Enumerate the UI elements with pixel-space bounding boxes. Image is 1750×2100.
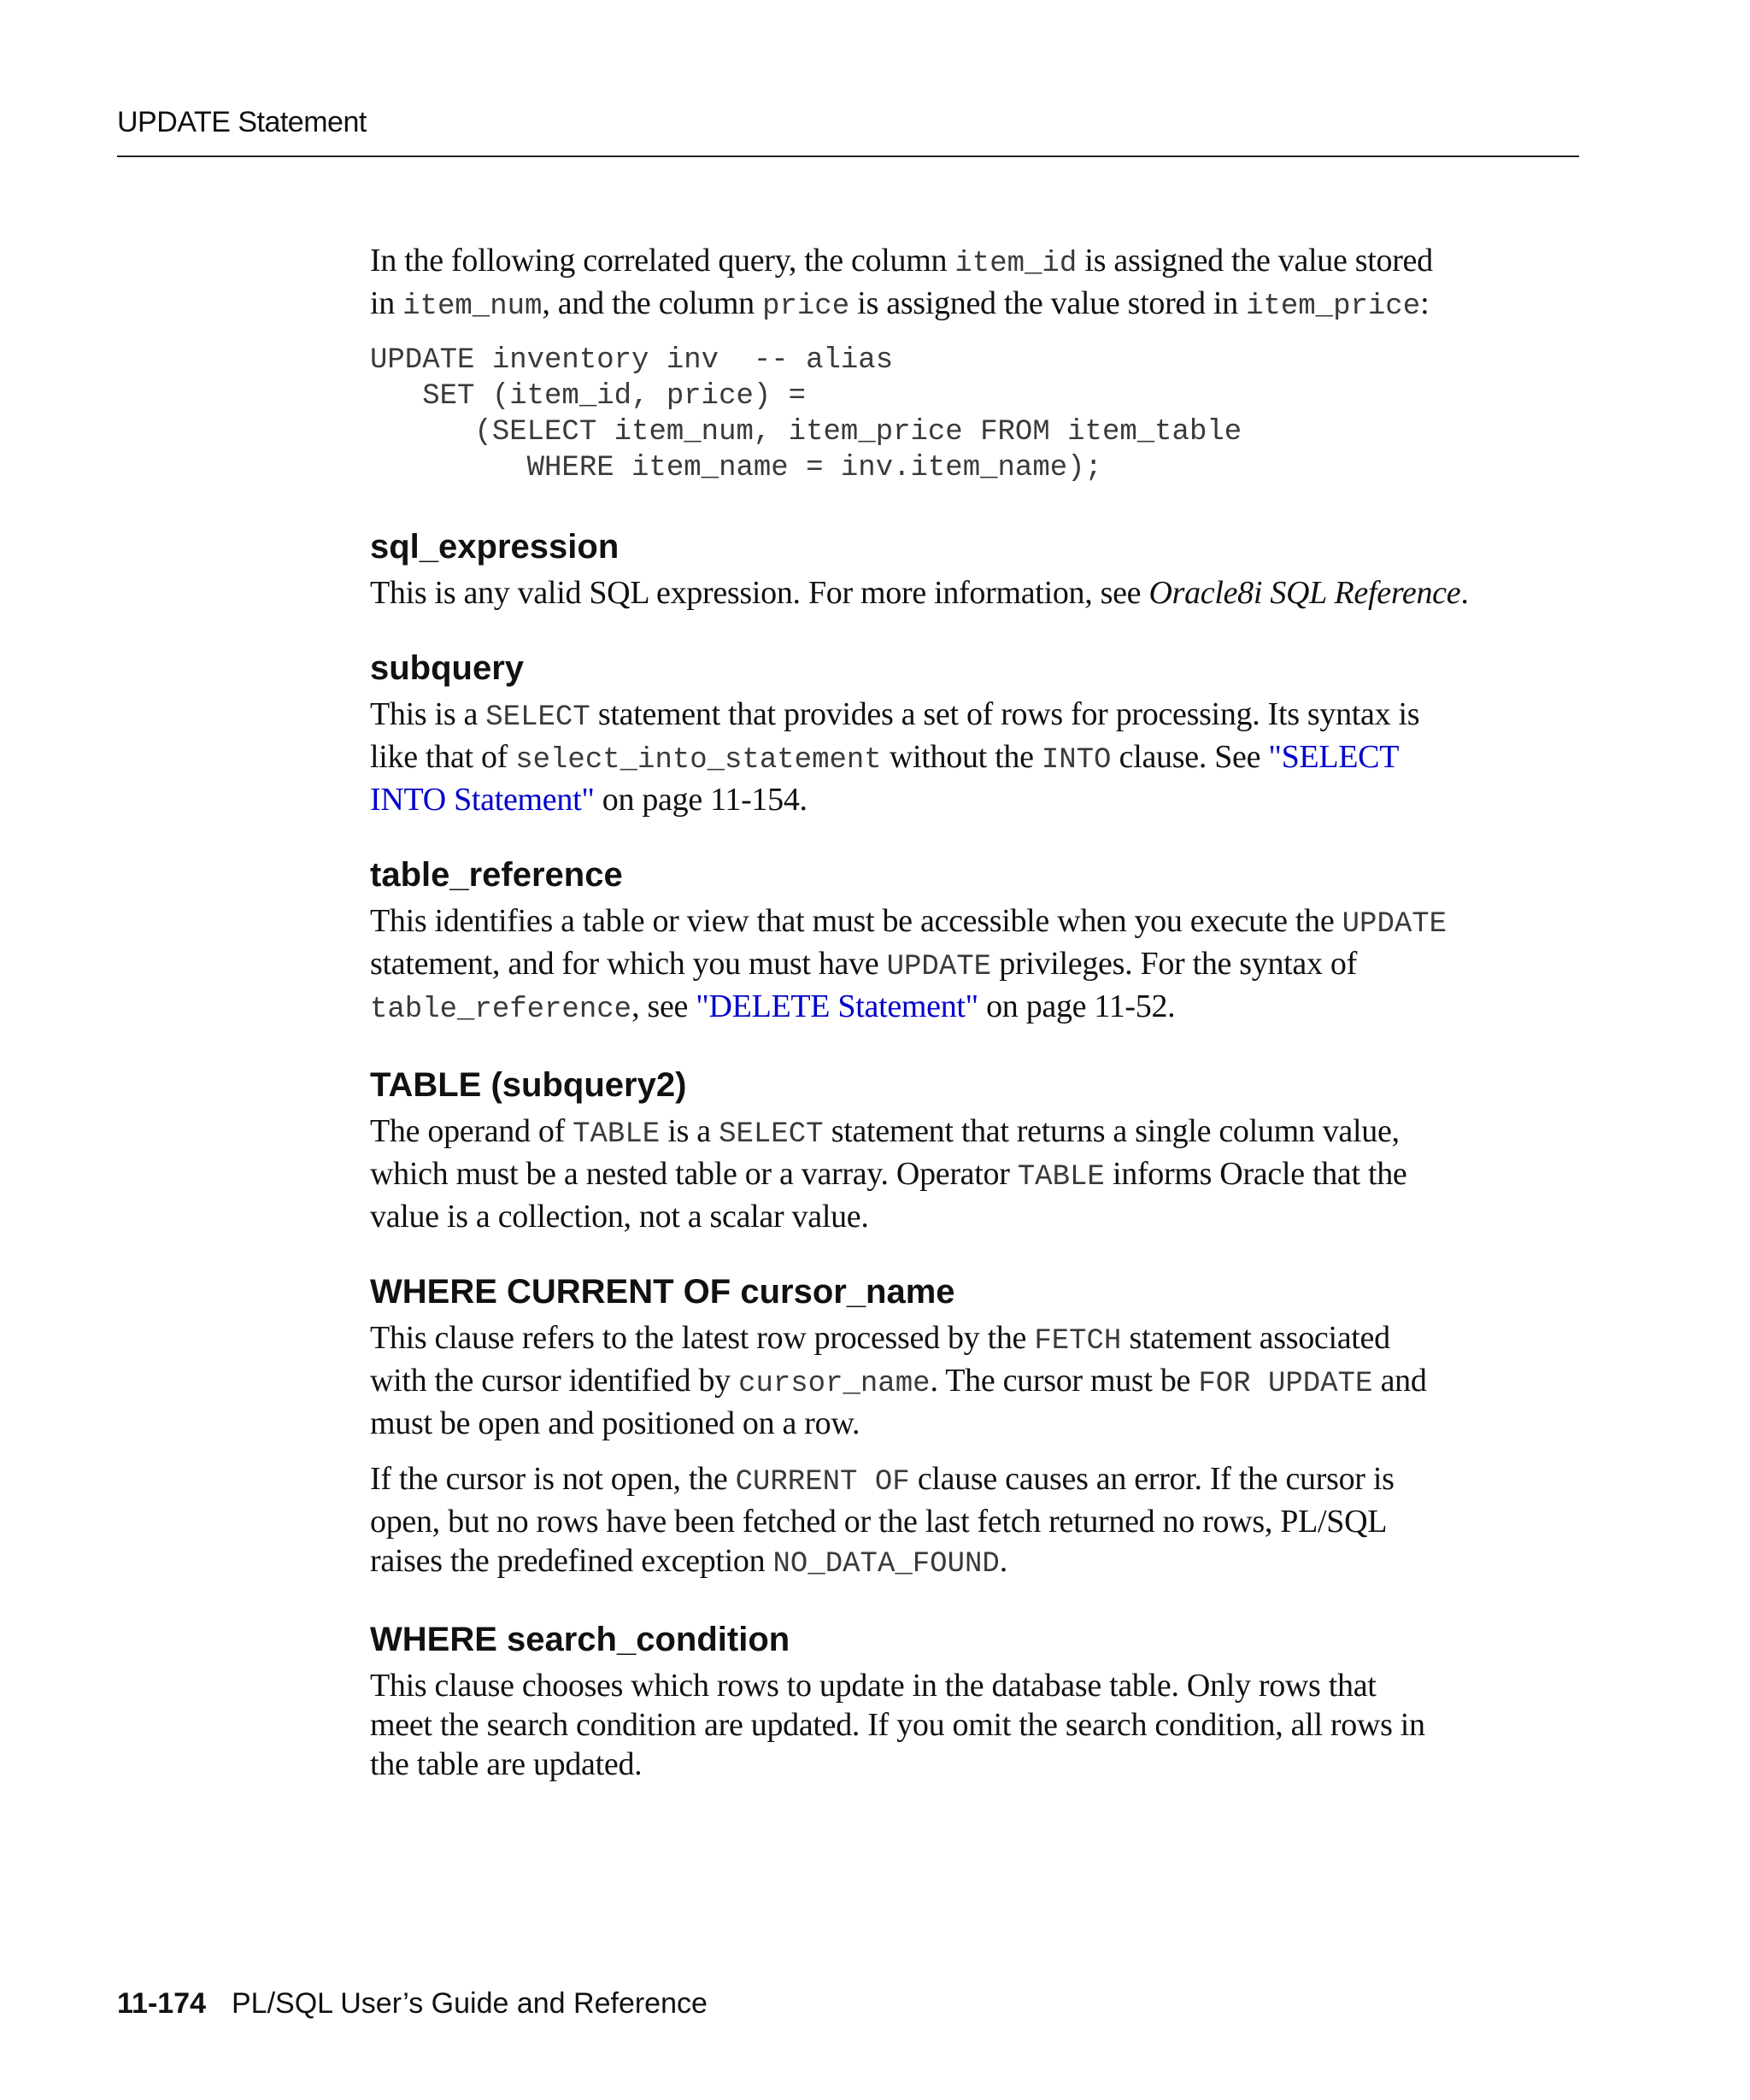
code-update: UPDATE [1342, 908, 1448, 941]
text-span: clause causes an error. If the cursor is [909, 1461, 1395, 1497]
text-span: and [1372, 1363, 1427, 1399]
text-span: , and the column [542, 285, 763, 321]
code-line: (SELECT item_num, item_price FROM item_table [370, 416, 1242, 449]
page-number: 11-174 [117, 1987, 206, 2020]
intro-paragraph [370, 241, 1579, 326]
section-heading: sql_expression [370, 528, 620, 566]
text-span: statement, and for which you must have [370, 946, 887, 982]
section-table-subquery2 [370, 1064, 1579, 1236]
text-span: without the [881, 739, 1042, 775]
code-line: WHERE item_name = inv.item_name); [370, 452, 1102, 484]
header-rule [117, 155, 1579, 157]
text-span: . [1460, 575, 1469, 611]
text-span: clause. See [1111, 739, 1269, 775]
code-table: TABLE [573, 1118, 661, 1151]
text-span: with the cursor identified by [370, 1363, 739, 1399]
section-subquery [370, 647, 1579, 819]
section-heading: WHERE search_condition [370, 1621, 790, 1658]
text-span: statement that provides a set of rows for processing. Its syntax is [590, 696, 1420, 732]
text-span: . The cursor must be [930, 1363, 1199, 1399]
select-into-link[interactable]: "SELECT [1268, 739, 1400, 775]
text-span: , see [631, 988, 696, 1024]
section-body [370, 1112, 1579, 1236]
section-sql-expression [370, 525, 1579, 613]
code-select: SELECT [485, 701, 590, 734]
text-span: informs Oracle that the [1104, 1156, 1407, 1192]
code-item-num: item_num [402, 290, 543, 323]
text-span: open, but no rows have been fetched or the last fetch returned no rows, PL/SQL [370, 1504, 1388, 1540]
text-span: This is a [370, 696, 486, 732]
code-item-price: item_price [1246, 290, 1421, 323]
section-heading: TABLE (subquery2) [370, 1066, 687, 1104]
code-into: INTO [1041, 744, 1112, 777]
code-fetch: FETCH [1034, 1325, 1122, 1358]
code-price: price [762, 290, 850, 323]
code-current-of: CURRENT OF [735, 1466, 910, 1499]
text-span: meet the search condition are updated. If you omit the search condition, all rows in [370, 1707, 1425, 1743]
delete-statement-link[interactable]: "DELETE Statement" [696, 988, 978, 1024]
text-span: In the following correlated query, the column [370, 243, 955, 279]
code-select: SELECT [719, 1118, 824, 1151]
code-item-id: item_id [954, 248, 1078, 280]
code-line: SET (item_id, price) = [370, 380, 807, 413]
main-content [370, 241, 1579, 1818]
code-example [370, 343, 1579, 486]
section-body [370, 1459, 1579, 1584]
code-no-data-found: NO_DATA_FOUND [772, 1548, 1000, 1581]
text-span: This identifies a table or view that must be accessible when you execute the [370, 903, 1342, 939]
text-span: on page 11-52. [978, 988, 1176, 1024]
section-table-reference [370, 853, 1579, 1029]
text-span: like that of [370, 739, 516, 775]
book-reference: Oracle8i SQL Reference [1148, 575, 1461, 611]
section-body [370, 695, 1579, 819]
text-span: must be open and positioned on a row. [370, 1405, 860, 1441]
section-body [370, 573, 1579, 613]
text-span: : [1420, 285, 1430, 321]
text-span: is assigned the value stored in [849, 285, 1247, 321]
text-span: the table are updated. [370, 1746, 643, 1782]
section-body [370, 1666, 1579, 1784]
text-span: statement that returns a single column value, [823, 1113, 1400, 1149]
select-into-link[interactable]: INTO Statement" [370, 782, 595, 818]
book-title: PL/SQL User’s Guide and Reference [232, 1987, 708, 2020]
text-span: If the cursor is not open, the [370, 1461, 736, 1497]
text-span: This is any valid SQL expression. For more information, see [370, 575, 1149, 611]
section-where-search-condition [370, 1618, 1579, 1784]
text-span: statement associated [1121, 1320, 1390, 1356]
text-span: in [370, 285, 403, 321]
text-span: value is a collection, not a scalar value. [370, 1199, 869, 1235]
text-span: This clause refers to the latest row processed by the [370, 1320, 1035, 1356]
code-cursor-name: cursor_name [738, 1368, 931, 1400]
text-span: privileges. For the syntax of [991, 946, 1357, 982]
text-span: on page 11-154. [594, 782, 807, 818]
code-for-update: FOR UPDATE [1198, 1368, 1373, 1400]
text-span: raises the predefined exception [370, 1543, 773, 1579]
text-span: The operand of [370, 1113, 573, 1149]
running-header: UPDATE Statement [117, 106, 367, 138]
code-table-reference: table_reference [370, 994, 632, 1026]
code-line: UPDATE inventory inv -- alias [370, 344, 894, 377]
section-heading: WHERE CURRENT OF cursor_name [370, 1273, 955, 1311]
code-select-into-statement: select_into_statement [515, 744, 882, 777]
text-span: which must be a nested table or a varray. Operator [370, 1156, 1018, 1192]
section-heading: subquery [370, 649, 525, 687]
text-span: . [999, 1543, 1007, 1579]
text-span: is a [660, 1113, 719, 1149]
section-where-current-of [370, 1270, 1579, 1584]
page-footer [117, 1987, 708, 2021]
section-body [370, 1318, 1579, 1443]
code-table: TABLE [1017, 1161, 1105, 1194]
section-body [370, 901, 1579, 1029]
text-span: is assigned the value stored [1077, 243, 1433, 279]
code-update: UPDATE [886, 951, 992, 983]
section-heading: table_reference [370, 856, 623, 894]
text-span: This clause chooses which rows to update in the database table. Only rows that [370, 1668, 1377, 1704]
